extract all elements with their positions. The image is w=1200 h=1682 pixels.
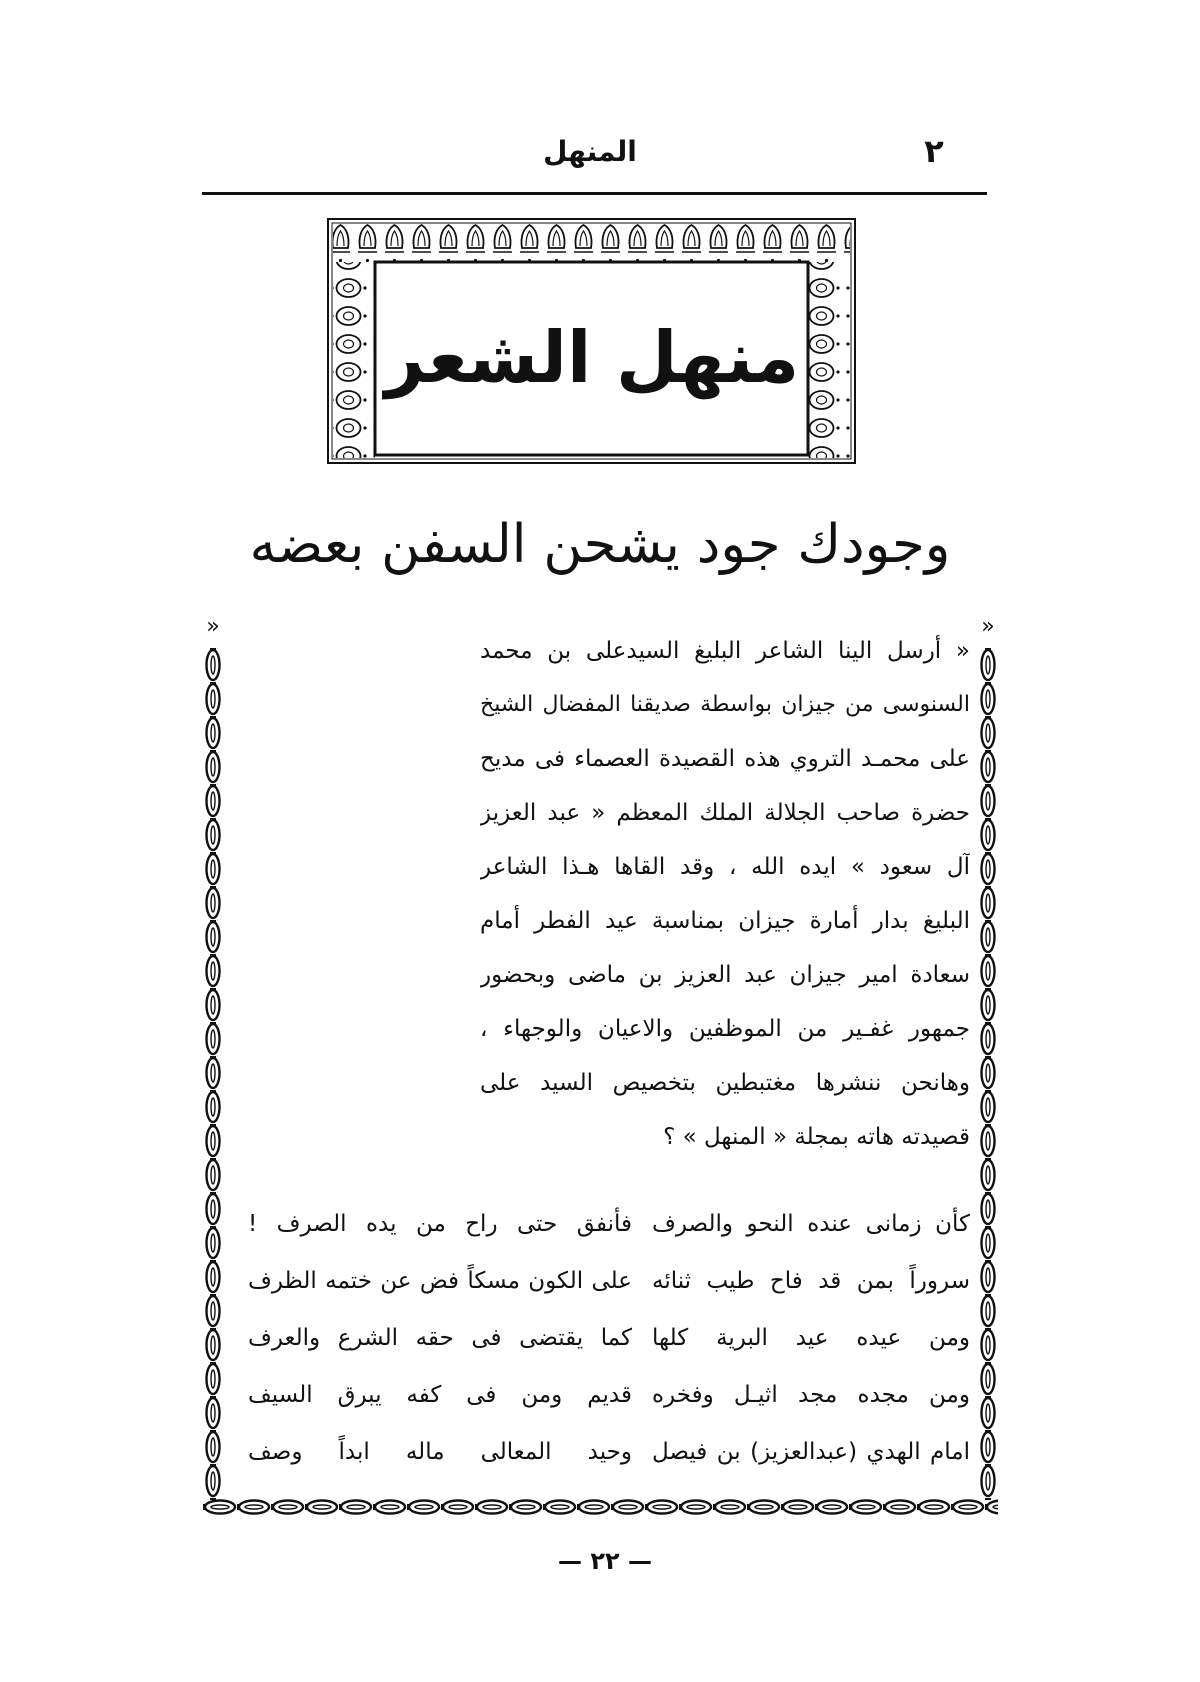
intro-line: وهانحن ننشرها مغتبطين بتخصيص السيد على — [480, 1070, 970, 1096]
intro-line: سعادة امير جيزان عبد العزيز بن ماضى وبحضور — [480, 962, 970, 988]
verse-first-hemistich: امام الهدي (عبدالعزيز) بن فيصل — [652, 1439, 970, 1465]
verse-second-hemistich: قديم ومن فى كفه يبرق السيف — [248, 1382, 632, 1408]
frame-top-tulip-band — [333, 224, 850, 262]
verse-first-hemistich: ومن عيده عيد البرية كلها — [652, 1325, 970, 1351]
intro-line-last: قصيدته هاته بمجلة « المنهل » ؟ — [663, 1124, 970, 1150]
right-chain-border — [978, 648, 998, 1500]
verse-second-hemistich: وحيد المعالى ماله ابداً وصف — [248, 1439, 632, 1465]
footer-page-number: — ٢٢ — — [557, 1547, 652, 1575]
right-border-mark: » — [981, 614, 995, 639]
verse-second-hemistich: فأنفق حتى راح من يده الصرف ! — [248, 1211, 632, 1237]
verse-first-hemistich: كأن زمانى عنده النحو والصرف — [652, 1211, 970, 1237]
frame-right-ornament-band — [808, 262, 850, 458]
left-border-mark: » — [206, 614, 220, 639]
intro-line: البليغ بدار أمارة جيزان بمناسبة عيد الفطر أمام — [480, 908, 970, 934]
intro-line: السنوسى من جيزان بواسطة صديقنا المفضال الشيخ — [480, 692, 970, 717]
intro-line: جمهور غفـير من الموظفين والاعيان والوجهاء ، — [480, 1016, 970, 1042]
left-chain-border — [203, 648, 223, 1500]
verse-first-hemistich: ومن مجده مجد اثيـل وفخره — [652, 1382, 970, 1408]
verse-second-hemistich: كما يقتضى فى حقه الشرع والعرف — [248, 1325, 632, 1351]
running-header-title: المنهل — [543, 135, 637, 168]
intro-line: آل سعود » ايده الله ، وقد القاها هـذا الشاعر — [480, 854, 970, 880]
frame-left-ornament-band — [333, 262, 375, 458]
intro-line: حضرة صاحب الجلالة الملك المعظم « عبد العزيز — [480, 800, 970, 826]
verse-second-hemistich: على الكون مسكاً فض عن ختمه الظرف — [248, 1268, 632, 1294]
running-header-page-number: ٢ — [924, 132, 944, 170]
intro-line: على محمـد التروي هذه القصيدة العصماء فى مديح — [480, 746, 970, 772]
verse-first-hemistich: سروراً بمن قد فاح طيب ثنائه — [652, 1268, 970, 1294]
header-rule — [202, 192, 987, 195]
section-heading: منهل الشعر — [383, 316, 800, 399]
intro-line: « أرسل الينا الشاعر البليغ السيدعلى بن محمد — [480, 638, 970, 664]
poem-title: وجودك جود يشحن السفن بعضه — [249, 514, 951, 575]
bottom-chain-border — [203, 1497, 998, 1517]
